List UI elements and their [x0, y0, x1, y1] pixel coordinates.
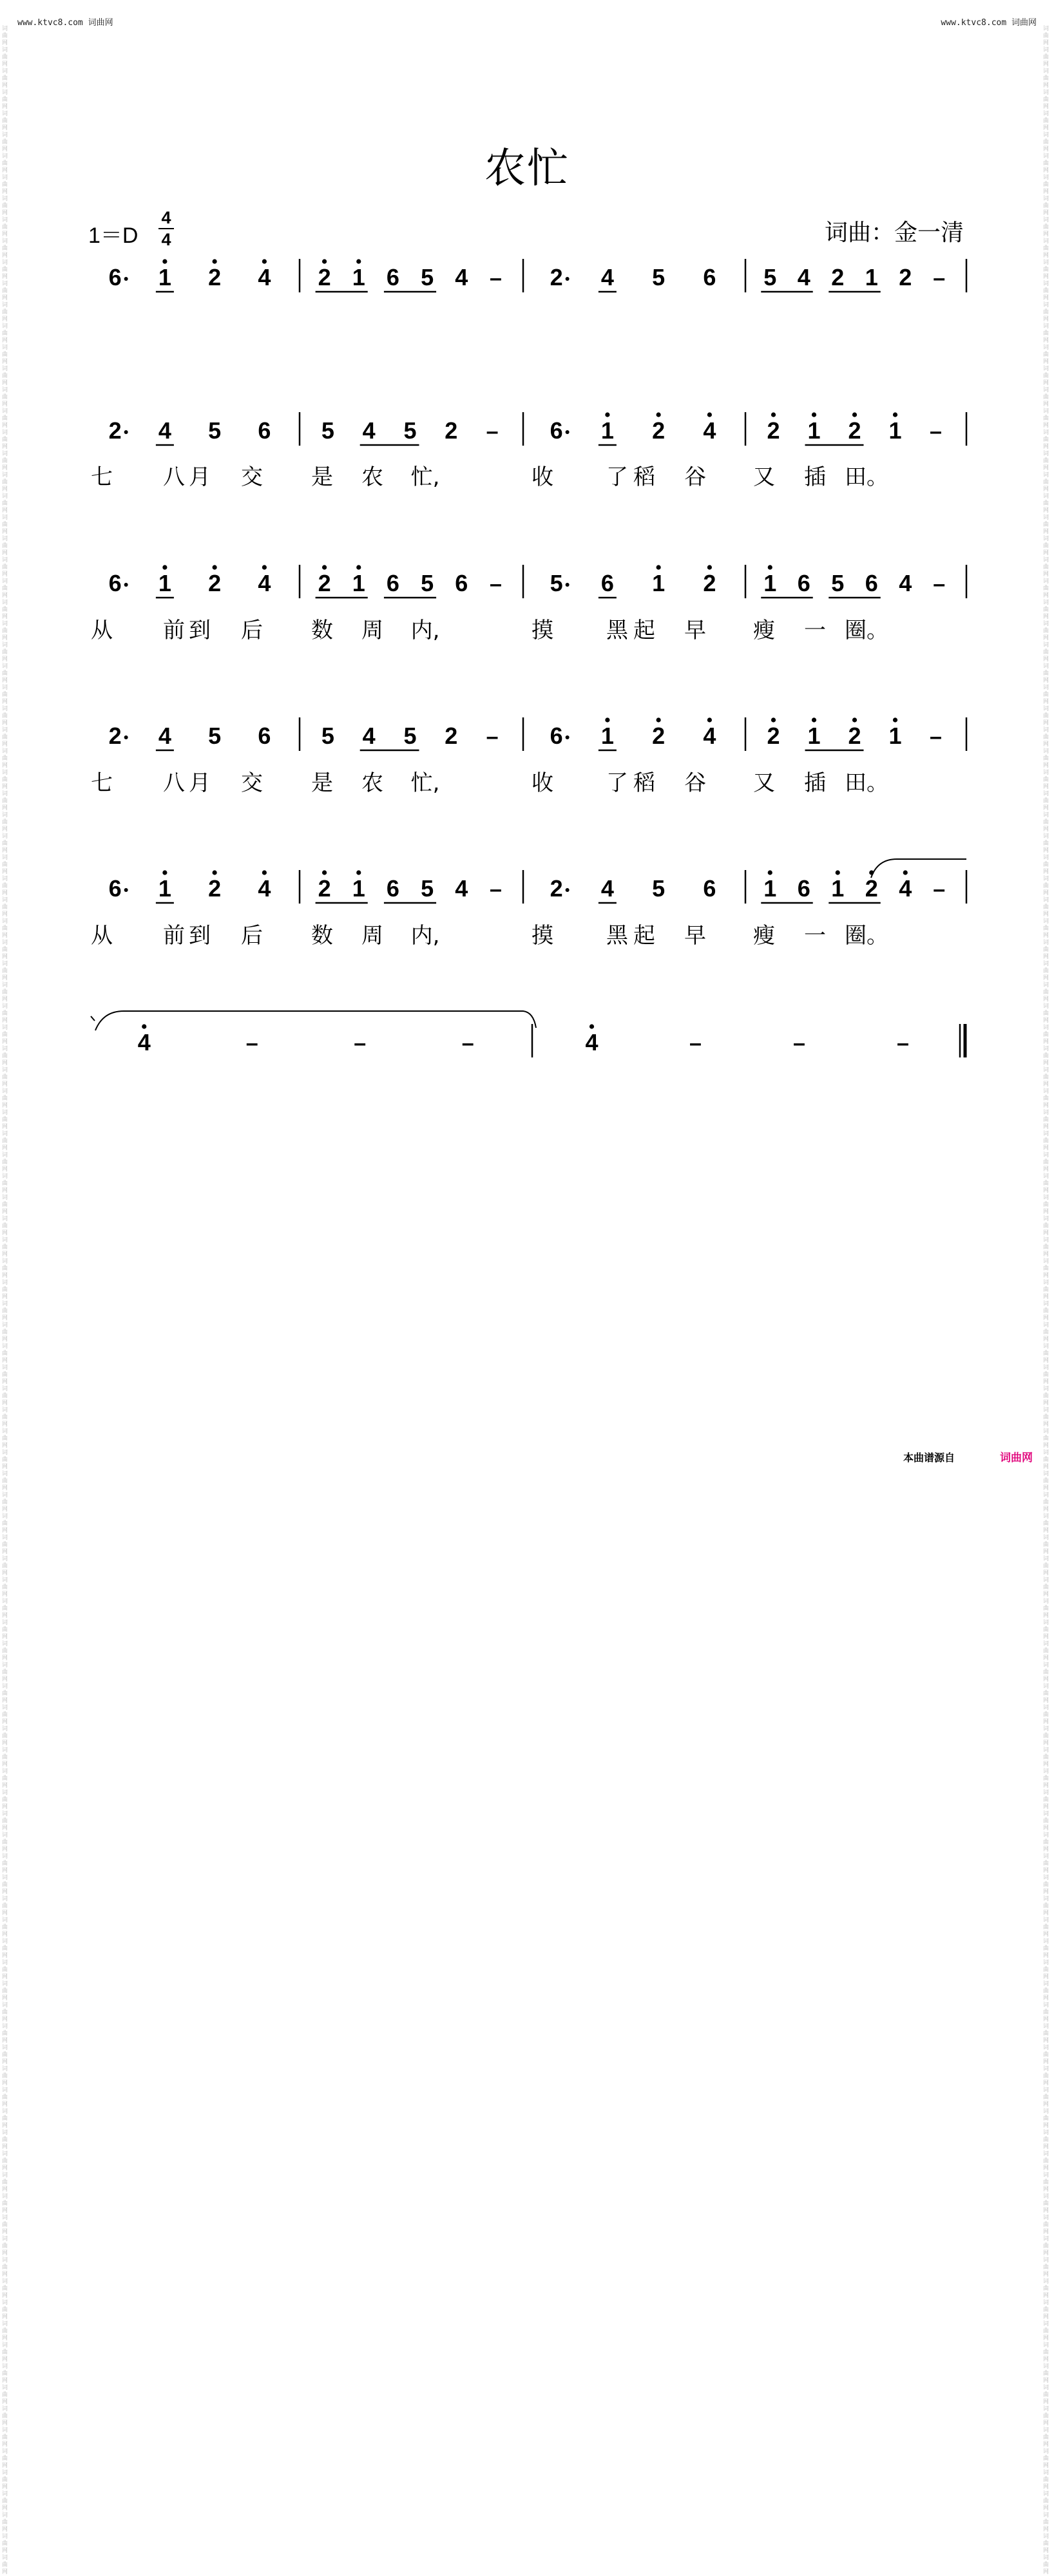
note-1: 1: [158, 570, 171, 596]
note-4: 4: [455, 875, 468, 902]
lyric-char: 谷: [684, 464, 706, 490]
lyric-char: 摸: [532, 618, 553, 643]
note-1: 1: [600, 417, 614, 444]
note-4: 4: [137, 1029, 151, 1056]
octave-high-dot: [213, 565, 217, 569]
octave-high-dot: [322, 870, 327, 875]
note-2: 2: [550, 264, 563, 290]
octave-high-dot: [768, 565, 772, 569]
lyric-char: 交: [241, 770, 263, 796]
lyric-char: 收: [532, 464, 553, 490]
lyric-char: 田。: [845, 464, 888, 490]
note-2: 2: [848, 417, 861, 444]
note-1: 1: [652, 570, 666, 596]
lyric-char: 黑: [606, 618, 628, 643]
lyric-char: 稻: [633, 770, 655, 796]
song-title: 农忙: [484, 145, 570, 193]
octave-high-dot: [656, 412, 661, 417]
note-5: 5: [321, 417, 334, 444]
note-2: 2: [703, 570, 716, 596]
lyric-char: 圈。: [845, 618, 888, 643]
note-4: 4: [585, 1029, 599, 1056]
octave-high-dot: [903, 870, 908, 875]
octave-high-dot: [322, 259, 327, 263]
tie-tick: [91, 1016, 95, 1021]
lyric-char: 又: [753, 770, 775, 796]
lyric-char: 从: [91, 618, 113, 643]
octave-high-dot: [162, 870, 167, 875]
note-4: 4: [258, 875, 271, 902]
note-2: 2: [108, 417, 122, 444]
note-4: 4: [899, 875, 912, 902]
note-2: 2: [550, 875, 563, 902]
augmentation-dot: [124, 430, 128, 434]
note-2: 2: [831, 264, 845, 290]
augmentation-dot: [566, 735, 570, 739]
note-2: 2: [318, 570, 331, 596]
note-6: 6: [703, 264, 716, 290]
lyric-char: 插: [804, 464, 826, 490]
octave-high-dot: [771, 412, 776, 417]
time-signature-top: 4: [161, 208, 171, 227]
lyric-char: 内,: [410, 923, 440, 949]
augmentation-dot: [124, 583, 128, 587]
note-2: 2: [899, 264, 912, 290]
note-2: 2: [767, 723, 780, 749]
lyric-char: 稻: [633, 464, 655, 490]
sustain-dash: –: [486, 419, 499, 444]
note-6: 6: [703, 875, 716, 902]
sustain-dash: –: [489, 572, 502, 596]
header-site-left: www.ktvc8.com 词曲网: [17, 18, 113, 28]
sustain-dash: –: [689, 1031, 702, 1056]
key-signature: 1＝D: [88, 223, 139, 248]
lyric-char: 数: [311, 618, 333, 643]
sustain-dash: –: [486, 724, 499, 749]
lyric-char: 前: [163, 923, 185, 949]
sustain-dash: –: [930, 724, 942, 749]
lyric-char: 是: [311, 464, 333, 490]
lyric-char: 插: [804, 770, 826, 796]
footer-source-label: 本曲谱源自: [903, 1452, 955, 1464]
note-1: 1: [888, 417, 902, 444]
note-2: 2: [318, 875, 331, 902]
note-6: 6: [455, 570, 468, 596]
sustain-dash: –: [933, 572, 946, 596]
note-4: 4: [703, 417, 716, 444]
lyric-char: 起: [633, 618, 655, 643]
note-4: 4: [600, 875, 614, 902]
octave-high-dot: [142, 1024, 146, 1028]
note-6: 6: [258, 417, 271, 444]
lyric-char: 周: [361, 618, 383, 643]
note-6: 6: [865, 570, 878, 596]
octave-high-dot: [812, 412, 816, 417]
lyric-char: 内,: [410, 618, 440, 643]
lyric-char: 了: [606, 770, 628, 796]
note-4: 4: [158, 417, 171, 444]
octave-high-dot: [162, 565, 167, 569]
lyric-char: 数: [311, 923, 333, 949]
lyric-char: 后: [241, 923, 263, 949]
note-5: 5: [421, 570, 434, 596]
octave-high-dot: [707, 412, 712, 417]
note-4: 4: [600, 264, 614, 290]
tie-arc: [871, 859, 966, 878]
note-2: 2: [652, 723, 666, 749]
augmentation-dot: [124, 735, 128, 739]
octave-high-dot: [893, 412, 897, 417]
note-2: 2: [208, 264, 222, 290]
note-1: 1: [352, 264, 365, 290]
note-1: 1: [865, 264, 878, 290]
note-6: 6: [108, 570, 122, 596]
note-5: 5: [831, 570, 845, 596]
note-5: 5: [652, 875, 666, 902]
octave-high-dot: [356, 870, 361, 875]
sustain-dash: –: [461, 1031, 474, 1056]
side-watermark-left: 词曲网词曲网词曲网词曲网词曲网词曲网词曲网词曲网词曲网词曲网词曲网词曲网词曲网词曲网词曲网词曲网词曲网词曲网词曲网词曲网词曲网词曲网词曲网词曲网词曲网词曲网词曲网词曲网词曲网词曲网词曲网词曲网词曲网词曲网词曲网词曲网词曲网词曲网词曲网词曲网词曲网词曲网词曲网词曲网词曲网词曲网词曲网词曲网词曲网词曲网词曲网词曲网词曲网词曲网词曲网词曲网词曲网词曲网词曲网词曲网词曲网词曲网词曲网词曲网词曲网词曲网词曲网词曲网词曲网词曲网词曲网词曲网词曲网词曲网词曲网词曲网词曲网词曲网词曲网词曲网词曲网词曲网词曲网词曲网词曲网词曲网词曲网词曲网词曲网词曲网词曲网词曲网词曲网词曲网词曲网词曲网词曲网词曲网词曲网词曲网词曲网词曲网词曲网词曲网词曲网词曲网词曲网词曲网词曲网词曲网词曲网词曲网词曲网词曲网词曲网词曲网词曲网词曲网词曲网词曲网: [2, 26, 8, 2575]
lyric-char: 前: [163, 618, 185, 643]
note-2: 2: [848, 723, 861, 749]
tie-arc: [95, 1011, 536, 1030]
sustain-dash: –: [933, 266, 946, 290]
lyric-char: 到: [189, 923, 211, 949]
octave-high-dot: [262, 565, 267, 569]
note-5: 5: [208, 723, 222, 749]
note-5: 5: [403, 417, 417, 444]
octave-high-dot: [707, 565, 712, 569]
sustain-dash: –: [354, 1031, 367, 1056]
sustain-dash: –: [245, 1031, 258, 1056]
footer-site-name: 词曲网: [1000, 1452, 1033, 1464]
lyric-char: 瘦: [753, 618, 775, 643]
octave-high-dot: [893, 717, 897, 722]
lyric-char: 摸: [532, 923, 553, 949]
lyric-char: 起: [633, 923, 655, 949]
octave-high-dot: [852, 717, 857, 722]
note-5: 5: [208, 417, 222, 444]
lyric-char: 后: [241, 618, 263, 643]
note-1: 1: [807, 417, 821, 444]
note-6: 6: [600, 570, 614, 596]
header-site-right: www.ktvc8.com 词曲网: [941, 18, 1037, 28]
note-5: 5: [403, 723, 417, 749]
lyric-char: 七: [91, 464, 113, 490]
octave-high-dot: [589, 1024, 594, 1028]
octave-high-dot: [768, 870, 772, 875]
note-4: 4: [158, 723, 171, 749]
lyric-char: 黑: [606, 923, 628, 949]
octave-high-dot: [812, 717, 816, 722]
note-1: 1: [158, 264, 171, 290]
lyric-char: 一: [804, 618, 826, 643]
note-1: 1: [352, 875, 365, 902]
note-4: 4: [797, 264, 810, 290]
augmentation-dot: [566, 888, 570, 892]
octave-high-dot: [356, 259, 361, 263]
note-2: 2: [652, 417, 666, 444]
augmentation-dot: [566, 277, 570, 281]
augmentation-dot: [566, 583, 570, 587]
note-1: 1: [807, 723, 821, 749]
note-6: 6: [108, 875, 122, 902]
note-2: 2: [318, 264, 331, 290]
augmentation-dot: [566, 430, 570, 434]
note-6: 6: [797, 875, 810, 902]
composer-credit: 词曲：金一清: [824, 220, 964, 246]
lyric-char: 农: [361, 464, 383, 490]
octave-high-dot: [771, 717, 776, 722]
octave-high-dot: [213, 870, 217, 875]
note-6: 6: [386, 264, 399, 290]
octave-high-dot: [656, 565, 661, 569]
note-6: 6: [797, 570, 810, 596]
octave-high-dot: [605, 412, 609, 417]
lyric-char: 一: [804, 923, 826, 949]
note-2: 2: [865, 875, 878, 902]
note-6: 6: [550, 417, 563, 444]
note-1: 1: [600, 723, 614, 749]
lyric-char: 收: [532, 770, 553, 796]
lyric-char: 八: [163, 464, 185, 490]
lyric-char: 忙,: [410, 464, 440, 490]
lyric-char: 从: [91, 923, 113, 949]
octave-high-dot: [656, 717, 661, 722]
note-4: 4: [455, 264, 468, 290]
side-watermark-right: 词曲网词曲网词曲网词曲网词曲网词曲网词曲网词曲网词曲网词曲网词曲网词曲网词曲网词曲网词曲网词曲网词曲网词曲网词曲网词曲网词曲网词曲网词曲网词曲网词曲网词曲网词曲网词曲网词曲网词曲网词曲网词曲网词曲网词曲网词曲网词曲网词曲网词曲网词曲网词曲网词曲网词曲网词曲网词曲网词曲网词曲网词曲网词曲网词曲网词曲网词曲网词曲网词曲网词曲网词曲网词曲网词曲网词曲网词曲网词曲网词曲网词曲网词曲网词曲网词曲网词曲网词曲网词曲网词曲网词曲网词曲网词曲网词曲网词曲网词曲网词曲网词曲网词曲网词曲网词曲网词曲网词曲网词曲网词曲网词曲网词曲网词曲网词曲网词曲网词曲网词曲网词曲网词曲网词曲网词曲网词曲网词曲网词曲网词曲网词曲网词曲网词曲网词曲网词曲网词曲网词曲网词曲网词曲网词曲网词曲网词曲网词曲网词曲网词曲网词曲网词曲网词曲网词曲网词曲网词曲网: [1043, 26, 1049, 2575]
note-2: 2: [208, 570, 222, 596]
octave-high-dot: [213, 259, 217, 263]
sustain-dash: –: [930, 419, 942, 444]
lyric-char: 早: [684, 923, 706, 949]
sustain-dash: –: [933, 877, 946, 902]
note-4: 4: [362, 723, 376, 749]
augmentation-dot: [124, 277, 128, 281]
lyric-char: 交: [241, 464, 263, 490]
sustain-dash: –: [489, 877, 502, 902]
note-1: 1: [831, 875, 845, 902]
note-6: 6: [258, 723, 271, 749]
lyric-char: 谷: [684, 770, 706, 796]
sustain-dash: –: [489, 266, 502, 290]
note-5: 5: [421, 264, 434, 290]
note-4: 4: [703, 723, 716, 749]
lyric-char: 又: [753, 464, 775, 490]
lyric-char: 田。: [845, 770, 888, 796]
note-1: 1: [352, 570, 365, 596]
note-5: 5: [321, 723, 334, 749]
octave-high-dot: [162, 259, 167, 263]
lyric-char: 了: [606, 464, 628, 490]
octave-high-dot: [322, 565, 327, 569]
note-6: 6: [386, 570, 399, 596]
lyric-char: 是: [311, 770, 333, 796]
octave-high-dot: [836, 870, 840, 875]
note-6: 6: [550, 723, 563, 749]
note-1: 1: [763, 570, 777, 596]
octave-high-dot: [852, 412, 857, 417]
octave-high-dot: [262, 870, 267, 875]
sustain-dash: –: [793, 1031, 805, 1056]
time-signature-bottom: 4: [161, 230, 171, 249]
note-4: 4: [258, 264, 271, 290]
note-2: 2: [108, 723, 122, 749]
lyric-char: 月: [189, 464, 211, 490]
octave-high-dot: [356, 565, 361, 569]
lyric-char: 早: [684, 618, 706, 643]
note-1: 1: [158, 875, 171, 902]
note-4: 4: [899, 570, 912, 596]
note-5: 5: [421, 875, 434, 902]
note-1: 1: [888, 723, 902, 749]
note-1: 1: [763, 875, 777, 902]
octave-high-dot: [262, 259, 267, 263]
note-6: 6: [108, 264, 122, 290]
lyric-char: 八: [163, 770, 185, 796]
lyric-char: 农: [361, 770, 383, 796]
note-2: 2: [767, 417, 780, 444]
augmentation-dot: [124, 888, 128, 892]
note-4: 4: [258, 570, 271, 596]
lyric-char: 到: [189, 618, 211, 643]
sustain-dash: –: [897, 1031, 909, 1056]
note-2: 2: [445, 417, 458, 444]
lyric-char: 周: [361, 923, 383, 949]
lyric-char: 七: [91, 770, 113, 796]
lyric-char: 圈。: [845, 923, 888, 949]
note-2: 2: [208, 875, 222, 902]
lyric-char: 月: [189, 770, 211, 796]
note-4: 4: [362, 417, 376, 444]
note-5: 5: [652, 264, 666, 290]
octave-high-dot: [605, 717, 609, 722]
lyric-char: 忙,: [410, 770, 440, 796]
note-2: 2: [445, 723, 458, 749]
note-5: 5: [550, 570, 563, 596]
note-6: 6: [386, 875, 399, 902]
note-5: 5: [763, 264, 777, 290]
octave-high-dot: [707, 717, 712, 722]
lyric-char: 瘦: [753, 923, 775, 949]
